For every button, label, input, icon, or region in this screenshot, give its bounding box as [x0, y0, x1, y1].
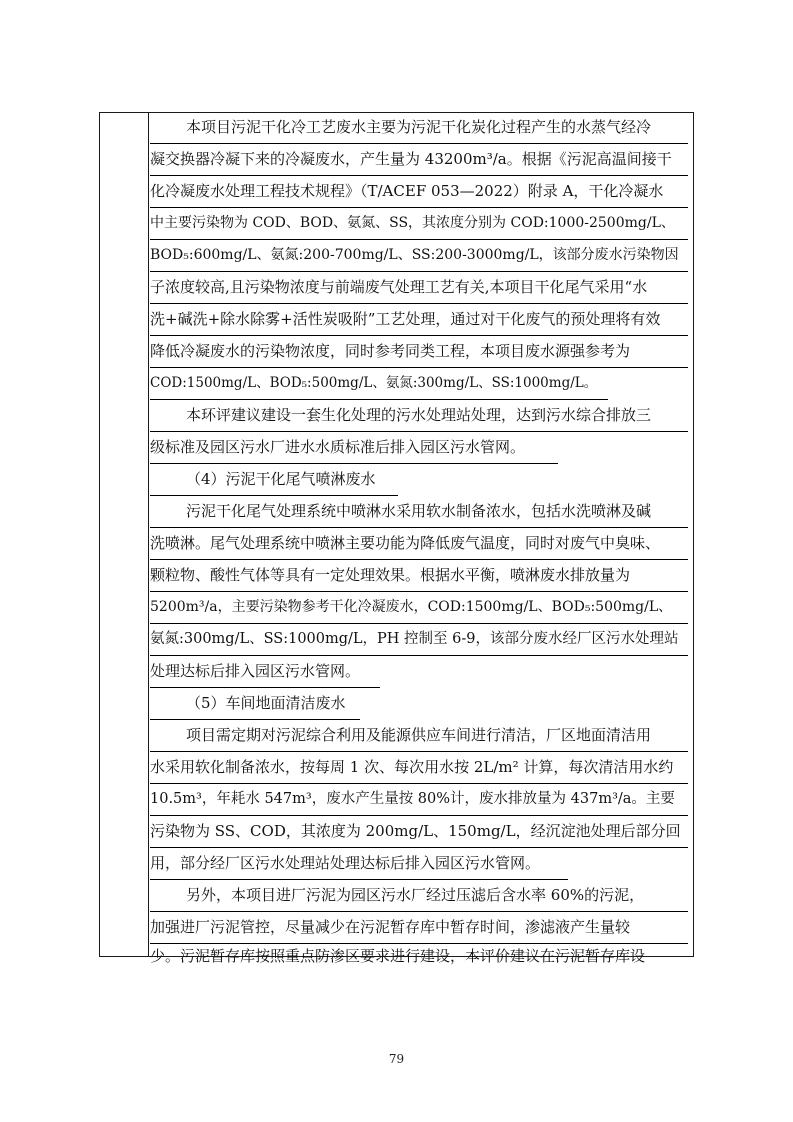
- text-line: 降低冷凝废水的污染物浓度，同时参考同类工程，本项目废水源强参考为: [150, 336, 688, 368]
- text-line: 10.5m³，年耗水 547m³，废水产生量按 80%计，废水排放量为 437m³/a。主要: [150, 784, 688, 816]
- text-line: 洗喷淋。尾气处理系统中喷淋主要功能为降低废气温度，同时对废气中臭味、: [150, 528, 688, 560]
- text-line: 子浓度较高,且污染物浓度与前端废气处理工艺有关,本项目干化尾气采用“水: [150, 272, 688, 304]
- text-line: 中主要污染物为 COD、BOD、氨氮、SS，其浓度分别为 COD:1000-2500mg/L、: [150, 208, 688, 240]
- text-line: 颗粒物、酸性气体等具有一定处理效果。根据水平衡，喷淋废水排放量为: [150, 560, 688, 592]
- page-number: 79: [388, 1052, 405, 1066]
- section-heading: （4）污泥干化尾气喷淋废水: [150, 464, 398, 496]
- text-line: 本项目污泥干化冷工艺废水主要为污泥干化炭化过程产生的水蒸气经冷: [150, 112, 688, 144]
- column-divider: [148, 113, 149, 956]
- text-line: COD:1500mg/L、BOD₅:500mg/L、氨氮:300mg/L、SS:1000mg/L。: [150, 368, 608, 400]
- text-line: BOD₅:600mg/L、氨氮:200-700mg/L、SS:200-3000mg/L，该部分废水污染物因: [150, 240, 688, 272]
- text-line: 项目需定期对污泥综合利用及能源供应车间进行清洁，厂区地面清洁用: [150, 720, 688, 752]
- text-line: 氨氮:300mg/L、SS:1000mg/L，PH 控制至 6-9，该部分废水经厂区污水处理站: [150, 624, 688, 656]
- text-line: 用，部分经厂区污水处理站处理达标后排入园区污水管网。: [150, 848, 568, 880]
- text-line: 加强进厂污泥管控，尽量减少在污泥暂存库中暂存时间，渗滤液产生量较: [150, 912, 688, 944]
- text-line: 水采用软化制备浓水，按每周 1 次、每次用水按 2L/m² 计算，每次清洁用水约: [150, 752, 688, 784]
- text-line: 处理达标后排入园区污水管网。: [150, 656, 380, 688]
- text-line: 少。污泥暂存库按照重点防渗区要求进行建设，本评价建议在污泥暂存库设: [150, 947, 646, 965]
- text-line: 凝交换器冷凝下来的冷凝废水，产生量为 43200m³/a。根据《污泥高温间接干: [150, 144, 688, 176]
- text-line: 洗+碱洗+除水除雾+活性炭吸附”工艺处理，通过对干化废气的预处理将有效: [150, 304, 688, 336]
- text-line: 污染物为 SS、COD，其浓度为 200mg/L、150mg/L，经沉淀池处理后部分回: [150, 816, 688, 848]
- text-line: 另外，本项目进厂污泥为园区污水厂经过压滤后含水率 60%的污泥，: [150, 880, 688, 912]
- text-line: 化冷凝废水处理工程技术规程》（T/ACEF 053—2022）附录 A，干化冷凝水: [150, 176, 688, 208]
- text-line: 污泥干化尾气处理系统中喷淋水采用软水制备浓水，包括水洗喷淋及碱: [150, 496, 688, 528]
- section-heading: （5）车间地面清洁废水: [150, 688, 360, 720]
- text-line: 级标准及园区污水厂进水水质标准后排入园区污水管网。: [150, 432, 558, 464]
- text-line: 5200m³/a，主要污染物参考干化冷凝废水，COD:1500mg/L、BOD₅:500mg/L、: [150, 592, 688, 624]
- text-line: 本环评建议建设一套生化处理的污水处理站处理，达到污水综合排放三: [150, 400, 688, 432]
